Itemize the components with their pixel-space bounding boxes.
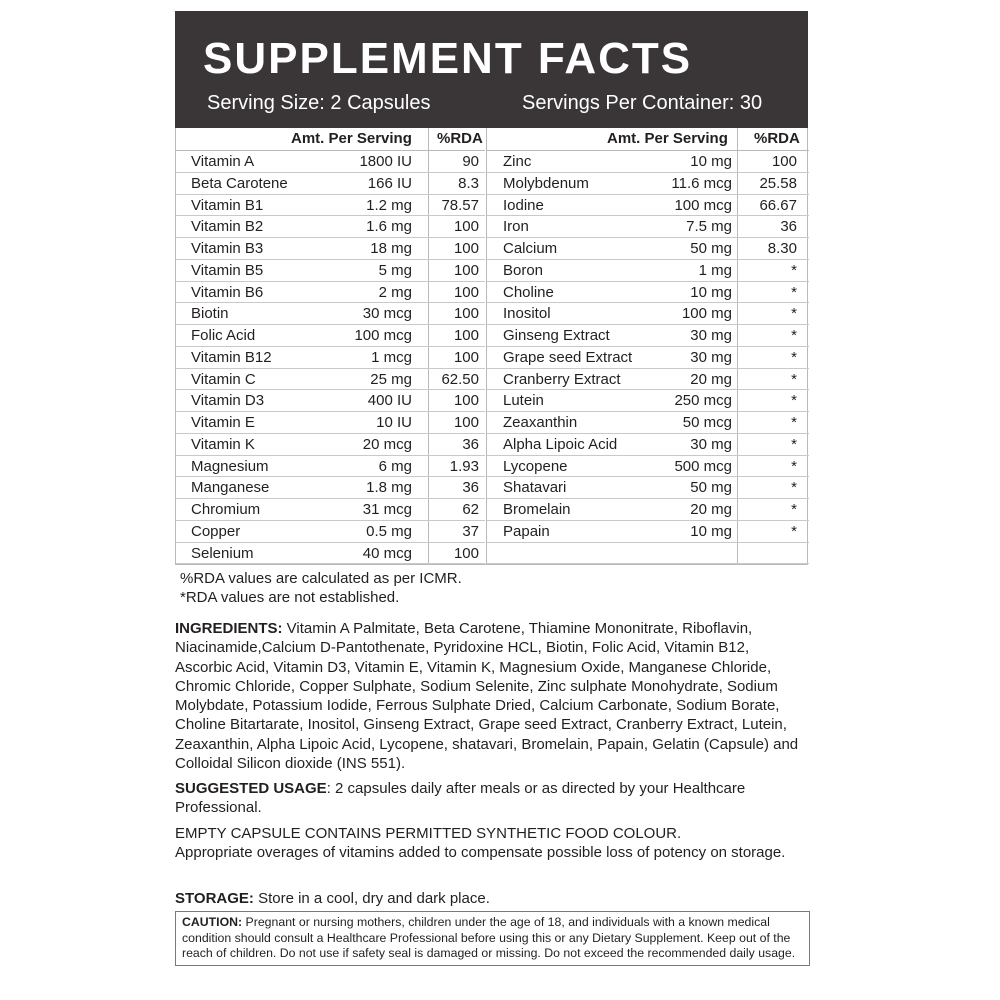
rda-value: 100 <box>453 240 479 257</box>
table-row <box>176 543 485 565</box>
amount-per-serving: 10 mg <box>690 153 732 170</box>
rda-value: 100 <box>453 283 479 301</box>
table-row <box>487 347 809 369</box>
rda-value: 100 <box>453 544 479 562</box>
rda-value: 62.50 <box>441 370 479 388</box>
header-rda: %RDA <box>437 130 483 147</box>
rda-value: * <box>791 261 797 279</box>
rda-value: * <box>791 370 797 388</box>
table-row <box>487 434 809 456</box>
nutrient-name: Vitamin E <box>191 414 255 431</box>
nutrient-name: Bromelain <box>503 501 571 518</box>
header-rda: %RDA <box>754 130 800 147</box>
nutrient-name: Lycopene <box>503 457 568 475</box>
table-row <box>176 390 485 412</box>
rda-note-icmr: %RDA values are calculated as per ICMR. <box>180 570 462 587</box>
amount-per-serving: 11.6 mcg <box>671 174 732 192</box>
nutrient-name: Vitamin K <box>191 435 255 453</box>
suggested-usage-section <box>175 779 805 817</box>
rows-left <box>176 151 485 564</box>
rda-value: 100 <box>771 153 797 170</box>
table-row <box>176 282 485 304</box>
amount-per-serving: 20 mcg <box>362 435 412 453</box>
rda-value: 100 <box>453 392 479 410</box>
amount-per-serving: 1.2 mg <box>366 196 412 214</box>
rda-value: * <box>791 327 797 344</box>
nutrient-name: Shatavari <box>503 479 567 497</box>
overages-line: Appropriate overages of vitamins added to compensate possible loss of potency on storage. <box>175 844 786 861</box>
table-row <box>176 260 485 282</box>
nutrient-name: Vitamin A <box>191 153 255 170</box>
facts-title: SUPPLEMENT FACTS <box>203 34 693 83</box>
table-row <box>176 347 485 369</box>
amount-per-serving: 2 mg <box>378 283 412 301</box>
rda-value: 78.57 <box>441 196 479 214</box>
amount-per-serving: 1.8 mg <box>366 479 412 497</box>
ingredients-text: Vitamin A Palmitate, Beta Carotene, Thiamine Mononitrate, Riboflavin, Niacinamide,Calcium D-Pantothenate, Pyridoxine HCL, Biotin, Folic Acid, Vitamin B12, Ascorbic Acid, Vitamin D3, Vitamin E, Vitamin K, Magnesium Oxide, Manganese Chloride, Chromic Chloride, Copper Sulphate, Sodium Selenite, Zinc sulphate Monohydrate, Sodium Molybdate, Potassium Iodide, Ferrous Sulphate Dried, Calcium Carbonate, Sodium Borate, Choline Bitartarate, Inositol, Ginseng Extract, Grape seed Extract, Cranberry Extract, Lutein, Zeaxanthin, Alpha Lipoic Acid, Lycopene, shatavari, Bromelain, Papain, Gelatin (Capsule) and Colloidal Silicon dioxide (INS 551). <box>175 620 799 773</box>
table-header-left <box>176 128 485 151</box>
rda-value: * <box>791 414 797 431</box>
table-row <box>487 456 809 478</box>
table-row <box>176 412 485 434</box>
caution-text: Pregnant or nursing mothers, children under the age of 18, and individuals with a known medical condition should consult a Healthcare Professional before using this or any Dietary Supplement. Keep out of the reach of children. Do not use if safety seal is damaged or missing. Do not exceed the recommended daily usage. <box>182 915 796 961</box>
table-row <box>487 151 809 173</box>
caution-box <box>175 911 810 966</box>
amount-per-serving: 1 mg <box>698 261 732 279</box>
table-row <box>487 521 809 543</box>
rda-value: * <box>791 479 797 497</box>
nutrient-name: Papain <box>503 522 550 540</box>
nutrient-name: Manganese <box>191 479 270 497</box>
amount-per-serving: 166 IU <box>367 174 412 192</box>
ingredients-section <box>175 619 805 773</box>
rda-value: 8.3 <box>458 174 479 192</box>
amount-per-serving: 50 mg <box>690 479 732 497</box>
table-row <box>487 303 809 325</box>
nutrient-name: Grape seed Extract <box>503 348 633 366</box>
table-row <box>176 325 485 347</box>
amount-per-serving: 25 mg <box>370 370 412 388</box>
rda-value: * <box>791 283 797 301</box>
table-row <box>487 390 809 412</box>
nutrient-name: Beta Carotene <box>191 174 288 192</box>
caution-label: CAUTION: <box>182 915 243 929</box>
rda-value: 36 <box>462 479 479 497</box>
table-header-right <box>487 128 809 151</box>
table-row <box>487 173 809 195</box>
amount-per-serving: 0.5 mg <box>366 522 412 540</box>
storage-label: STORAGE: <box>175 890 254 907</box>
rda-value: 100 <box>453 261 479 279</box>
table-row <box>176 303 485 325</box>
facts-column-right <box>486 128 809 564</box>
rows-right <box>487 151 809 564</box>
table-row <box>487 499 809 521</box>
amount-per-serving: 18 mg <box>370 240 412 257</box>
nutrient-name: Inositol <box>503 305 551 323</box>
amount-per-serving: 100 mcg <box>354 327 412 344</box>
amount-per-serving: 10 mg <box>690 522 732 540</box>
nutrient-name: Copper <box>191 522 241 540</box>
storage-section <box>175 889 490 908</box>
table-row <box>487 412 809 434</box>
nutrient-name: Alpha Lipoic Acid <box>503 435 618 453</box>
servings-per-container: Servings Per Container: 30 <box>522 92 763 114</box>
nutrient-name: Vitamin C <box>191 370 256 388</box>
storage-text: Store in a cool, dry and dark place. <box>253 890 490 907</box>
rda-value: 36 <box>462 435 479 453</box>
facts-table <box>175 128 808 565</box>
amount-per-serving: 400 IU <box>367 392 412 410</box>
table-row <box>176 195 485 217</box>
rda-value: * <box>791 392 797 410</box>
rda-value: * <box>791 457 797 475</box>
rda-note-not-established: *RDA values are not established. <box>180 589 400 606</box>
rda-value: 100 <box>453 305 479 323</box>
table-row <box>176 434 485 456</box>
rda-value: 100 <box>453 218 479 236</box>
amount-per-serving: 6 mg <box>378 457 412 475</box>
nutrient-name: Folic Acid <box>191 327 256 344</box>
nutrient-name: Biotin <box>191 305 229 323</box>
supplement-facts-panel <box>175 11 808 565</box>
table-row <box>487 369 809 391</box>
empty-capsule-section <box>175 824 805 862</box>
amount-per-serving: 40 mcg <box>362 544 412 562</box>
amount-per-serving: 7.5 mg <box>686 218 732 236</box>
nutrient-name: Iodine <box>503 196 544 214</box>
amount-per-serving: 30 mg <box>690 348 732 366</box>
usage-text: : 2 capsules daily after meals or as directed by your Healthcare Professional. <box>175 780 746 816</box>
table-row <box>176 369 485 391</box>
rda-value: * <box>791 501 797 518</box>
nutrient-name: Zinc <box>503 153 532 170</box>
amount-per-serving: 500 mcg <box>674 457 732 475</box>
rda-value: 36 <box>780 218 797 236</box>
rda-value: 66.67 <box>759 196 797 214</box>
table-row <box>176 456 485 478</box>
table-row <box>176 499 485 521</box>
nutrient-name: Vitamin B3 <box>191 240 264 257</box>
nutrient-name: Vitamin B5 <box>191 261 264 279</box>
table-row <box>487 216 809 238</box>
header-amt-per-serving: Amt. Per Serving <box>607 130 728 147</box>
nutrient-name: Vitamin B2 <box>191 218 264 236</box>
amount-per-serving: 10 mg <box>690 283 732 301</box>
rda-value: 1.93 <box>449 457 479 475</box>
amount-per-serving: 100 mg <box>681 305 732 323</box>
nutrient-name: Cranberry Extract <box>503 370 621 388</box>
nutrient-name: Vitamin B12 <box>191 348 272 366</box>
rda-value: 8.30 <box>767 240 797 257</box>
table-row <box>487 282 809 304</box>
amount-per-serving: 5 mg <box>378 261 412 279</box>
table-row <box>487 260 809 282</box>
nutrient-name: Vitamin D3 <box>191 392 265 410</box>
amount-per-serving: 50 mg <box>690 240 732 257</box>
nutrient-name: Vitamin B6 <box>191 283 264 301</box>
amount-per-serving: 1.6 mg <box>366 218 412 236</box>
nutrient-name: Lutein <box>503 392 544 410</box>
nutrient-name: Zeaxanthin <box>503 414 578 431</box>
empty-capsule-line: EMPTY CAPSULE CONTAINS PERMITTED SYNTHETIC FOOD COLOUR. <box>175 825 682 842</box>
rda-value: * <box>791 435 797 453</box>
table-row <box>487 325 809 347</box>
amount-per-serving: 30 mcg <box>362 305 412 323</box>
table-row <box>176 238 485 260</box>
amount-per-serving: 1 mcg <box>371 348 412 366</box>
ingredients-label: INGREDIENTS: <box>175 620 283 637</box>
amount-per-serving: 20 mg <box>690 501 732 518</box>
nutrient-name: Selenium <box>191 544 254 562</box>
nutrient-name: Vitamin B1 <box>191 196 264 214</box>
serving-size: Serving Size: 2 Capsules <box>207 92 431 114</box>
rda-value: 37 <box>462 522 479 540</box>
facts-header <box>175 11 808 128</box>
rda-value: 100 <box>453 348 479 366</box>
amount-per-serving: 30 mg <box>690 435 732 453</box>
usage-label: SUGGESTED USAGE <box>175 780 327 797</box>
table-row <box>487 238 809 260</box>
nutrient-name: Molybdenum <box>503 174 589 192</box>
nutrient-name: Choline <box>503 283 554 301</box>
rda-notes <box>180 569 462 607</box>
nutrient-name: Iron <box>503 218 529 236</box>
nutrient-name: Ginseng Extract <box>503 327 610 344</box>
table-row <box>176 216 485 238</box>
table-row <box>176 173 485 195</box>
nutrient-name: Chromium <box>191 501 261 518</box>
nutrient-name: Calcium <box>503 240 558 257</box>
nutrient-name: Magnesium <box>191 457 269 475</box>
amount-per-serving: 50 mcg <box>682 414 732 431</box>
rda-value: 100 <box>453 327 479 344</box>
rda-value: 62 <box>462 501 479 518</box>
rda-value: * <box>791 522 797 540</box>
rda-value: 100 <box>453 414 479 431</box>
amount-per-serving: 20 mg <box>690 370 732 388</box>
table-row <box>487 477 809 499</box>
rda-value: * <box>791 305 797 323</box>
table-row <box>176 477 485 499</box>
table-row <box>487 543 809 565</box>
amount-per-serving: 30 mg <box>690 327 732 344</box>
amount-per-serving: 31 mcg <box>362 501 412 518</box>
rda-value: 25.58 <box>759 174 797 192</box>
amount-per-serving: 10 IU <box>376 414 412 431</box>
amount-per-serving: 1800 IU <box>359 153 412 170</box>
nutrient-name: Boron <box>503 261 544 279</box>
amount-per-serving: 100 mcg <box>674 196 732 214</box>
header-amt-per-serving: Amt. Per Serving <box>291 130 412 147</box>
facts-column-left <box>176 128 485 564</box>
rda-value: * <box>791 348 797 366</box>
rda-value: 90 <box>462 153 479 170</box>
table-row <box>176 151 485 173</box>
table-row <box>487 195 809 217</box>
amount-per-serving: 250 mcg <box>674 392 732 410</box>
table-row <box>176 521 485 543</box>
